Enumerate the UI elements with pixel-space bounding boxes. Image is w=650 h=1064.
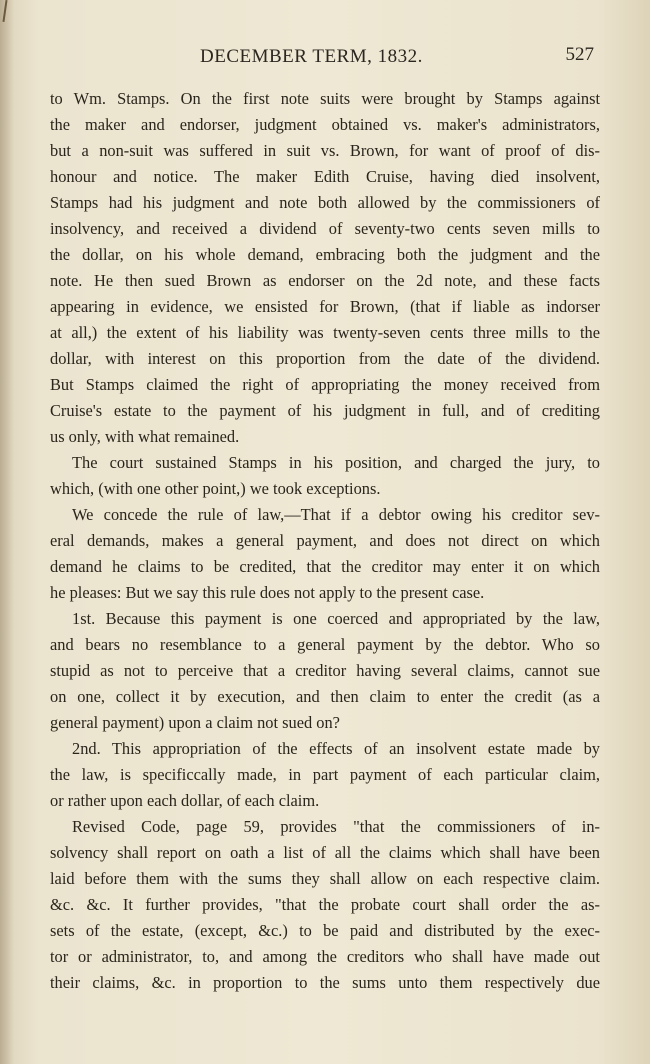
text-line: Revised Code, page 59, provides "that the commissioners of in-	[72, 817, 600, 836]
text-line: which, (with one other point,) we took exceptions.	[50, 479, 381, 498]
text-line: the law, is specificcally made, in part payment of each particular claim,	[50, 765, 600, 784]
text-line: &c. &c. It further provides, "that the probate court shall order the as-	[50, 895, 600, 914]
text-line: eral demands, makes a general payment, and does not direct on which	[50, 531, 600, 550]
text-line: Cruise's estate to the payment of his judgment in full, and of crediting	[50, 401, 600, 420]
text-line: but a non-suit was suffered in suit vs. Brown, for want of proof of dis-	[50, 141, 600, 160]
text-line: general payment) upon a claim not sued on?	[50, 713, 340, 732]
page-number: 527	[565, 44, 594, 65]
text-line: honour and notice. The maker Edith Cruise, having died insolvent,	[50, 167, 600, 186]
text-line: on one, collect it by execution, and then claim to enter the credit (as a	[50, 687, 600, 706]
page-gutter-shadow	[0, 0, 14, 1064]
text-line: But Stamps claimed the right of appropriating the money received from	[50, 375, 600, 394]
text-line: their claims, &c. in proportion to the sums unto them respectively due	[50, 973, 600, 992]
text-line: 1st. Because this payment is one coerced and appropriated by the law,	[72, 609, 600, 628]
text-line: the dollar, on his whole demand, embracing both the judgment and the	[50, 245, 600, 264]
running-header	[0, 38, 650, 68]
text-line: demand he claims to be credited, that the creditor may enter it on which	[50, 557, 600, 576]
text-line: and bears no resemblance to a general payment by the debtor. Who so	[50, 635, 600, 654]
text-line: us only, with what remained.	[50, 427, 240, 446]
text-line: 2nd. This appropriation of the effects of an insolvent estate made by	[72, 739, 600, 758]
text-line: the maker and endorser, judgment obtained vs. maker's administrators,	[50, 115, 600, 134]
text-line: The court sustained Stamps in his position, and charged the jury, to	[72, 453, 600, 472]
text-line: dollar, with interest on this proportion from the date of the dividend.	[50, 349, 600, 368]
text-line: to Wm. Stamps. On the first note suits were brought by Stamps against	[50, 89, 600, 108]
text-line: at all,) the extent of his liability was twenty-seven cents three mills to the	[50, 323, 600, 342]
text-line: insolvency, and received a dividend of seventy-two cents seven mills to	[50, 219, 600, 238]
text-line: laid before them with the sums they shall allow on each respective claim.	[50, 869, 600, 888]
text-line: tor or administrator, to, and among the creditors who shall have made out	[50, 947, 600, 966]
text-line: appearing in evidence, we ensisted for Brown, (that if liable as indorser	[50, 297, 600, 316]
text-line: stupid as not to perceive that a creditor having several claims, cannot sue	[50, 661, 600, 680]
page-body	[50, 86, 600, 996]
text-line: or rather upon each dollar, of each claim.	[50, 791, 320, 810]
running-title: DECEMBER TERM, 1832.	[200, 46, 423, 67]
text-line: note. He then sued Brown as endorser on the 2d note, and these facts	[50, 271, 600, 290]
text-line: solvency shall report on oath a list of all the claims which shall have been	[50, 843, 600, 862]
text-line: sets of the estate, (except, &c.) to be paid and distributed by the exec-	[50, 921, 600, 940]
text-line: We concede the rule of law,—That if a debtor owing his creditor sev-	[72, 505, 600, 524]
text-line: Stamps had his judgment and note both allowed by the commissioners of	[50, 193, 600, 212]
text-line: he pleases: But we say this rule does not apply to the present case.	[50, 583, 485, 602]
